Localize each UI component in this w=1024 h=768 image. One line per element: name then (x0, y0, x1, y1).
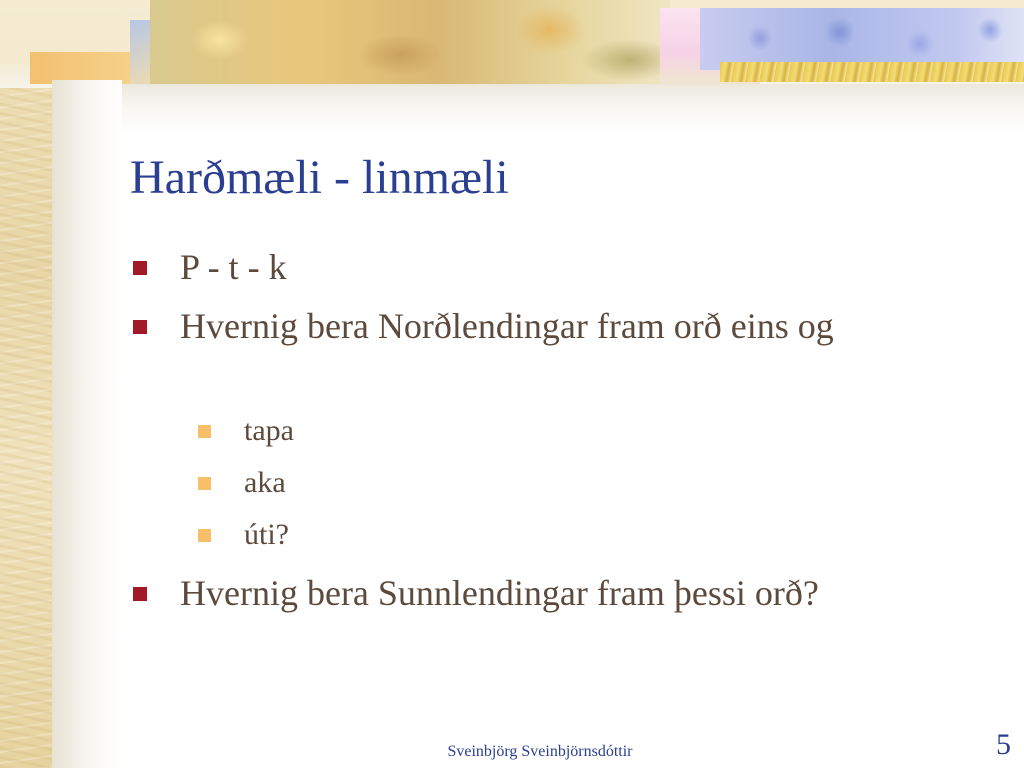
bullet-square-icon (133, 587, 147, 601)
footer-author: Sveinbjörg Sveinbjörnsdóttir (447, 743, 633, 760)
bullet-item: Hvernig bera Sunnlendingar fram þessi orð? (180, 573, 819, 613)
bullet-item: Hvernig bera Norðlendingar fram orð eins og (180, 306, 834, 346)
bullet-square-icon (133, 261, 147, 275)
sub-bullet-item: úti? (244, 518, 289, 551)
bullet-item: P - t - k (180, 247, 287, 287)
sub-bullet-item: tapa (244, 414, 294, 447)
bullet-square-icon (133, 320, 147, 334)
slide-page-number: 5 (996, 728, 1011, 761)
sub-bullet-square-icon (198, 425, 211, 438)
sub-bullet-square-icon (198, 529, 211, 542)
sub-bullet-square-icon (198, 477, 211, 490)
slide-title: Harðmæli - linmæli (130, 151, 509, 204)
sub-bullet-item: aka (244, 466, 286, 499)
